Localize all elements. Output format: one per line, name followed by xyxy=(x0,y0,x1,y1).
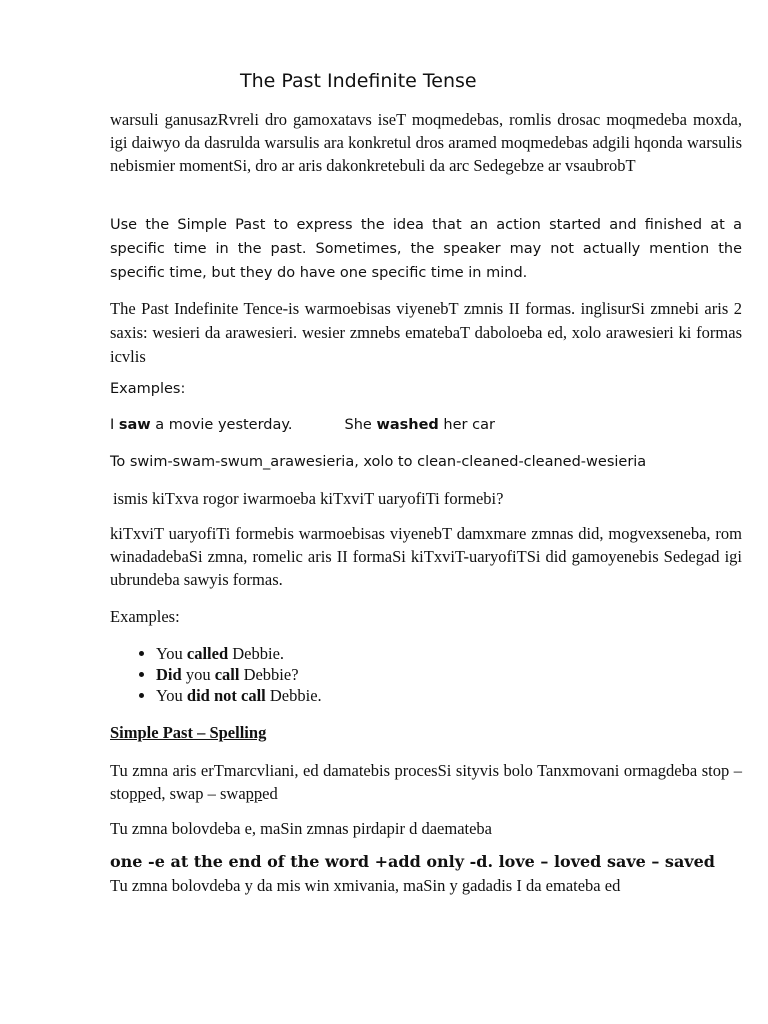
examples-label-1: Examples: xyxy=(110,381,186,397)
paragraph-formation-rule: The Past Indefinite Tence-is warmoebisas viyenebT zmnis II formas. inglisurSi zmnebi aris 2 saxis: wesieri da arawesieri. wesier zmnebs ematebaT daboloeba ed, xolo arawesieri ki formas icvlis xyxy=(110,299,742,366)
paragraph-ends-with-y: Tu zmna bolovdeba y da mis win xmivania, maSin y gadadis I da emateba ed xyxy=(110,876,621,895)
paragraph-regular-irregular: To swim-swam-swum_arawesieria, xolo to clean-cleaned-cleaned-wesieria xyxy=(110,454,647,470)
example-a: I saw a movie yesterday. xyxy=(110,417,293,433)
spelling-heading: Simple Past – Spelling xyxy=(110,723,267,742)
paragraph-ends-with-e: Tu zmna bolovdeba e, maSin zmnas pirdapir d daemateba xyxy=(110,819,492,838)
rule-ends-with-e: one -e at the end of the word +add only -d. love – loved save – saved xyxy=(110,852,715,871)
list-item: • You did not call Debbie. xyxy=(156,685,756,706)
question-line: ismis kiTxva rogor iwarmoeba kiTxviT uaryofiTi formebi? xyxy=(113,489,504,508)
examples-list xyxy=(110,643,756,706)
list-item: • Did you call Debbie? xyxy=(156,664,756,685)
paragraph-georgian-intro: warsuli ganusazRvreli dro gamoxatavs iseT moqmedebas, romlis drosac moqmedeba moxda, igi daiwyo da dasrulda warsulis ara konkretul dros aramed moqmedebas adgili hqonda warsulis nebismier momentSi, dro ar aris dakonkretebuli da arc Sedegebze ar vsaubrobT xyxy=(110,110,742,175)
list-item: • You called Debbie. xyxy=(156,643,756,664)
paragraph-double-consonant: Tu zmna aris erTmarcvliani, ed damatebis procesSi sityvis bolo Tanxmovani ormagdeba stop – stopped, swap – swapped xyxy=(110,761,742,803)
example-sentences-row xyxy=(110,414,742,437)
example-b: She washed her car xyxy=(344,417,495,433)
paragraph-negative-question: kiTxviT uaryofiTi formebis warmoebisas viyenebT damxmare zmnas did, mogvexseneba, rom winadadebaSi zmna, romelic aris II formaSi kiTxviT-uaryofiTSi did gamoyenebis Sedegad igi ubrundeba sawyis formas. xyxy=(110,524,742,589)
examples-label-2: Examples: xyxy=(110,607,180,626)
paragraph-simple-past-definition: Use the Simple Past to express the idea that an action started and finished at a specific time in the past. Sometimes, the speaker may not actually mention the specific time, but they do have one specific time in mind. xyxy=(110,217,742,281)
page-title: The Past Indefinite Tense xyxy=(240,70,477,92)
